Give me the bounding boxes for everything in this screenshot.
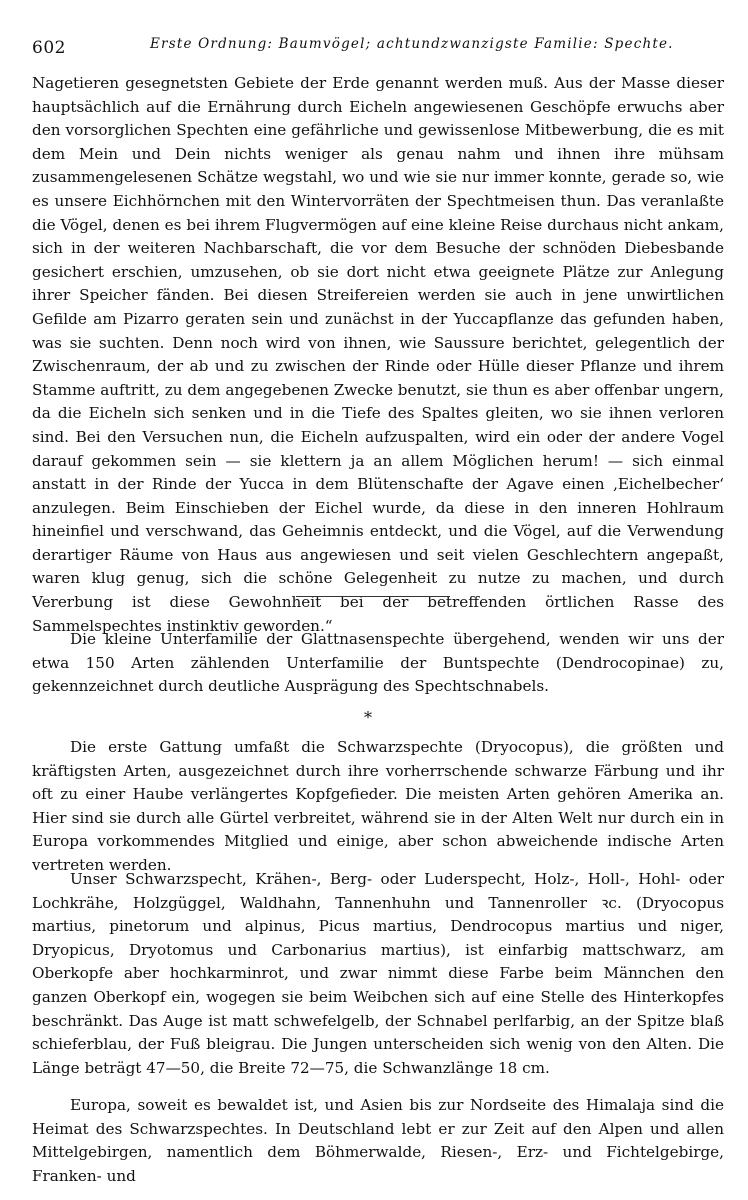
paragraph-acorn-storage: Nagetieren gesegnetsten Gebiete der Erde genannt werden muß. Aus der Masse dieser hauptsächlich auf die Ernährung durch Eicheln angewiesenen Geschöpfe erwuchs aber den vorsorglichen Spechten eine gefährliche und gewissenlose Mitbewerbung, die es mit dem Mein und Dein nichts weniger als genau nahm und ihnen ihre mühsam zusammengelesenen Schätze wegstahl, wo und wie sie nur immer konnte, gerade so, wie es unsere Eichhörnchen mit den Wintervorräten der Spechtmeisen thun. Das veranlaßte die Vögel, denen es bei ihrem Flugvermögen auf eine kleine Reise durchaus nicht ankam, sich in der weiteren Nachbarschaft, die vor dem Besuche der schnöden Diebesbande gesichert erschien, umzusehen, ob sie dort nicht etwa geeignete Plätze zur Anlegung ihrer Speicher fänden. Bei diesen Streifereien werden sie auch in jene unwirtlichen Gefilde am Pizarro geraten sein und zunächst in der Yuccapflanze das gefunden haben, was sie suchten. Denn noch wird von ihnen, wie Saussure berichtet, gelegentlich der Zwischenraum, der ab und zu zwischen der Rinde oder Hülle dieser Pflanze und ihrem Stamme auftritt, zu dem angegebenen Zwecke benutzt, sie thun es aber offenbar ungern, da die Eicheln sich senken und in die Tiefe des Spaltes gleiten, wo sie ihnen verloren sind. Bei den Versuchen nun, die Eicheln aufzuspalten, wird ein oder der andere Vogel darauf gekommen sein — sie klettern ja an allem Möglichen herum! — sich einmal anstatt in der Rinde der Yucca in dem Blütenschafte der Agave einen ‚Eichelbecher‘ anzulegen. Beim Einschieben der Eichel wurde, da diese in den inneren Hohlraum hineinfiel und verschwand, das Geheimnis entdeckt, und die Vögel, auf die Verwendung derartiger Räume von Haus aus angewiesen und seit vielen Geschlechtern angepaßt, waren klug genug, sich die schöne Gelegenheit zu nutze zu machen, und durch Vererbung ist diese Gewohnheit bei der betreffenden örtlichen Rasse des Sammelspechtes instinktiv geworden.“ — [32, 74, 724, 635]
paragraph-schwarzspecht-range: Europa, soweit es bewaldet ist, und Asien bis zur Nordseite des Himalaja sind die Heimat des Schwarzspechtes. In Deutschland lebt er zur Zeit auf den Alpen und allen Mittelgebirgen, namentlich dem Böhmerwalde, Riesen-, Erz- und Fichtelgebirge, Franken- und — [32, 1096, 724, 1185]
section-divider-rule — [296, 596, 450, 597]
paragraph-buntspechte-intro: Die kleine Unterfamilie der Glattnasenspechte übergehend, wenden wir uns der etwa 150 Arten zählenden Unterfamilie der Buntspechte (Dendrocopinae) zu, gekennzeichnet durch deutliche Ausprägung des Spechtschnabels. — [32, 630, 724, 696]
paragraph-schwarzspecht-description: Unser Schwarzspecht, Krähen-, Berg- oder Luderspecht, Holz-, Holl-, Hohl- oder Lochkrähe, Holzgüggel, Waldhahn, Tannenhuhn und Tannenroller ꝛc. (Dryocopus martius, pinetorum und alpinus, Picus martius, Dendrocopus martius und niger, Dryopicus, Dryotomus und Carbonarius martius), ist einfarbig mattschwarz, am Oberkopfe aber hochkarminrot, und zwar nimmt diese Farbe beim Männchen den ganzen Oberkopf ein, wogegen sie beim Weibchen sich auf eine Stelle des Hinterkopfes beschränkt. Das Auge ist matt schwefelgelb, der Schnabel perlfarbig, an der Spitze blaß schieferblau, der Fuß bleigrau. Die Jungen unterscheiden sich wenig von den Alten. Die Länge beträgt 47—50, die Breite 72—75, die Schwanzlänge 18 cm. — [32, 870, 724, 1077]
section-divider-star: * — [364, 708, 372, 727]
paragraph-schwarzspechte-genus: Die erste Gattung umfaßt die Schwarzspechte (Dryocopus), die größten und kräftigsten Arten, ausgezeichnet durch ihre vorherrschende schwarze Färbung und ihr oft zu einer Haube verlängertes Kopfgefieder. Die meisten Arten gehören Amerika an. Hier sind sie durch alle Gürtel verbreitet, während sie in der Alten Welt nur durch ein in Europa vorkommendes Mitglied und einige, aber schon abweichende indische Arten vertreten werden. — [32, 738, 724, 874]
page-header — [32, 36, 724, 58]
running-title: Erste Ordnung: Baumvögel; achtundzwanzigste Familie: Spechte. — [150, 36, 674, 52]
page-number: 602 — [32, 38, 66, 58]
